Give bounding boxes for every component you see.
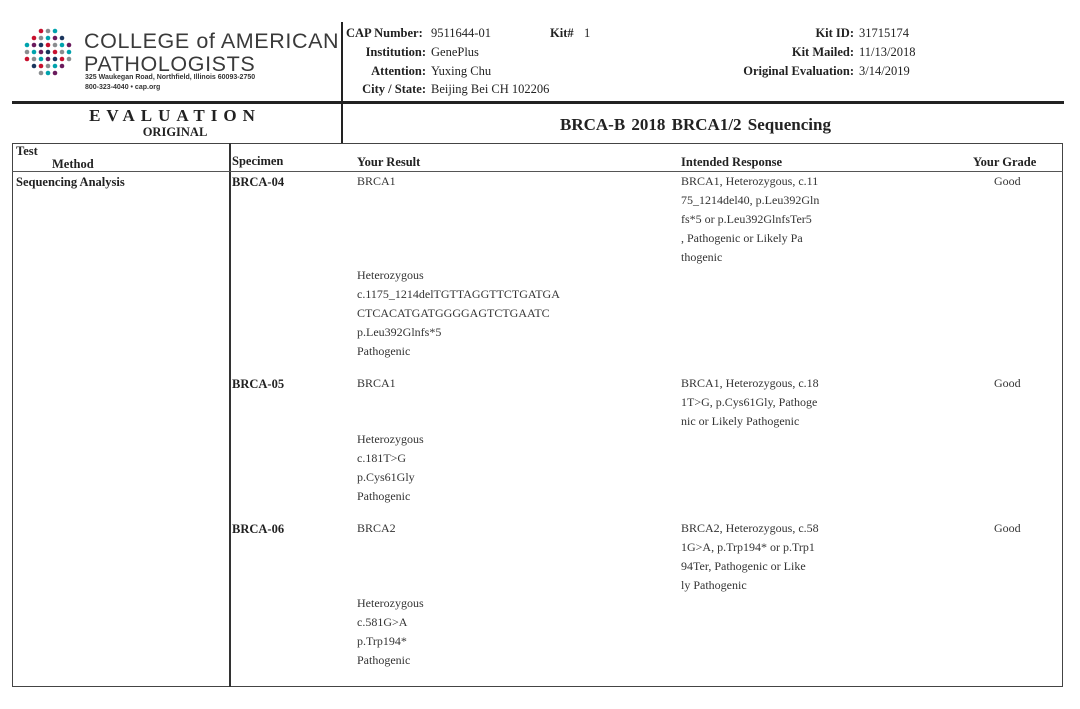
attention-label: Attention: [371,64,426,78]
result-line: c.1175_1214delTGTTAGGTTCTGATGA [357,287,560,301]
logo-dot [46,57,51,62]
logo-dot [46,36,51,41]
kit-mailed-value: 11/13/2018 [859,45,916,59]
cap-number-label: CAP Number: [346,26,423,40]
result-line: p.Trp194* [357,634,407,648]
logo-dot [67,57,72,62]
logo-dot [32,43,37,48]
intended-line: 1T>G, p.Cys61Gly, Pathoge [681,395,818,409]
result-line: c.181T>G [357,451,407,465]
result-line: CTCACATGATGGGGAGTCTGAATC [357,306,550,320]
logo-dot [60,43,65,48]
org-contact: 800-323-4040 • cap.org [85,84,161,91]
intended-response [681,172,819,267]
logo-dot [60,57,65,62]
specimen-brca-04: BRCA-04 [232,175,285,189]
logo-dot [60,50,65,55]
intended-line: ly Pathogenic [681,578,747,592]
col-header-test: Test [16,144,38,158]
institution-label: Institution: [365,45,426,59]
intended-response [681,374,819,431]
result-details [357,430,424,506]
col-header-intended-response: Intended Response [681,155,783,169]
logo-dot [60,36,65,41]
city-state-value: Beijing Bei CH 102206 [431,82,550,96]
intended-line: fs*5 or p.Leu392GlnfsTer5 [681,212,812,226]
header-separator [12,101,1064,104]
logo-dot [53,36,58,41]
result-gene: BRCA2 [357,521,396,535]
original-evaluation-label: Original Evaluation: [743,64,854,78]
attention-value: Yuxing Chu [431,64,492,78]
logo-dot [39,29,44,34]
logo-dot [25,57,30,62]
kit-label: Kit# [550,26,574,40]
logo-dot [39,57,44,62]
city-state-label: City / State: [362,82,426,96]
col-header-method: Method [52,157,94,171]
cap-logo-icon [22,26,74,78]
logo-dot [39,64,44,69]
header-divider [341,22,343,102]
intended-line: BRCA2, Heterozygous, c.58 [681,521,819,535]
grade: Good [994,376,1021,390]
result-line: p.Leu392Glnfs*5 [357,325,442,339]
intended-line: BRCA1, Heterozygous, c.11 [681,174,819,188]
logo-dot [53,50,58,55]
intended-response [681,519,819,595]
result-line: Heterozygous [357,432,424,446]
logo-dot [46,29,51,34]
logo-dot [53,43,58,48]
grade: Good [994,521,1021,535]
org-address: 325 Waukegan Road, Northfield, Illinois 60093-2750 [85,74,256,81]
kit-value: 1 [584,26,591,40]
results-table [12,143,1063,687]
result-line: Pathogenic [357,653,411,667]
logo-dot [53,57,58,62]
program-title: BRCA-B 2018 BRCA1/2 Sequencing [560,115,831,134]
logo-dot [32,50,37,55]
col-header-your-result: Your Result [357,155,421,169]
logo-dot [25,50,30,55]
result-line: Pathogenic [357,344,411,358]
logo-dot [32,36,37,41]
logo-dot [53,71,58,76]
intended-line: thogenic [681,250,723,264]
result-line: c.581G>A [357,615,408,629]
result-line: Heterozygous [357,268,424,282]
original-evaluation-value: 3/14/2019 [859,64,910,78]
intended-line: 75_1214del40, p.Leu392Gln [681,193,820,207]
intended-line: 94Ter, Pathogenic or Like [681,559,806,573]
intended-line: 1G>A, p.Trp194* or p.Trp1 [681,540,815,554]
kit-id-label: Kit ID: [815,26,854,40]
logo-dot [39,43,44,48]
logo-dot [67,50,72,55]
cap-number-value: 9511644-01 [431,26,491,40]
org-name-line1: COLLEGE of AMERICAN [84,29,340,53]
kit-mailed-label: Kit Mailed: [791,45,854,59]
logo-dot [46,64,51,69]
logo-dot [53,64,58,69]
logo-dot [39,71,44,76]
result-details [357,594,424,670]
table-header-rule [12,171,1063,172]
grade: Good [994,174,1021,188]
banner-divider [341,104,343,144]
logo-dot [25,43,30,48]
intended-line: nic or Likely Pathogenic [681,414,800,428]
result-gene: BRCA1 [357,376,396,390]
evaluation-subtitle: ORIGINAL [142,125,208,139]
logo-dot [39,50,44,55]
logo-dot [46,50,51,55]
logo-dot [46,71,51,76]
result-gene: BRCA1 [357,174,396,188]
specimen-brca-05: BRCA-05 [232,377,285,391]
col-header-specimen: Specimen [232,154,284,168]
logo-dot [39,36,44,41]
intended-line: , Pathogenic or Likely Pa [681,231,803,245]
table-column-divider [229,143,231,687]
logo-dot [46,43,51,48]
logo-dot [60,64,65,69]
specimen-brca-06: BRCA-06 [232,522,285,536]
result-line: Pathogenic [357,489,411,503]
intended-line: BRCA1, Heterozygous, c.18 [681,376,819,390]
logo-dot [32,64,37,69]
result-line: p.Cys61Gly [357,470,415,484]
logo-dot [67,43,72,48]
org-name-line2: PATHOLOGISTS [84,52,256,76]
evaluation-title: EVALUATION [89,106,261,125]
kit-id-value: 31715174 [859,26,909,40]
logo-dot [32,57,37,62]
logo-dot [53,29,58,34]
test-name: Sequencing Analysis [16,175,125,189]
result-details [357,266,560,361]
result-line: Heterozygous [357,596,424,610]
col-header-your-grade: Your Grade [973,155,1037,169]
institution-value: GenePlus [431,45,479,59]
